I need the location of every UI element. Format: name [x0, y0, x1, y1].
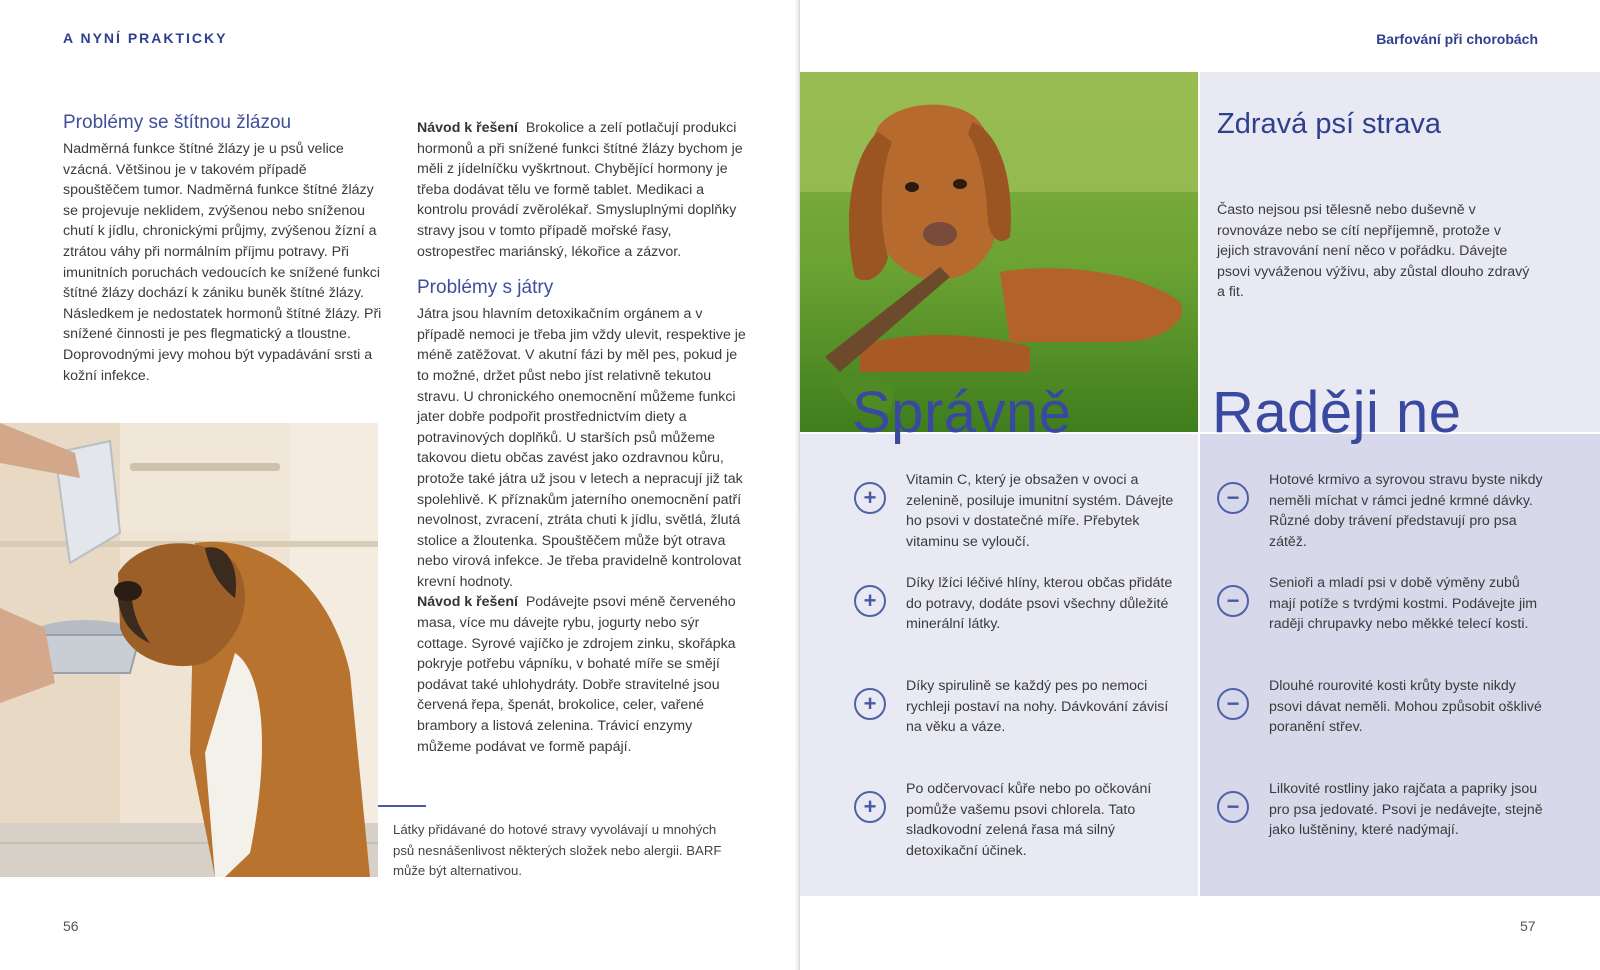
do-heading: Správně — [852, 380, 1072, 445]
liver-solution-label: Návod k řešení — [417, 594, 518, 611]
do-item-text: Díky spirulině se každý pes po nemoci rychleji postaví na nohy. Dávkování závisí na věku a váze. — [906, 678, 1169, 736]
photo-caption: Látky přidávané do hotové stravy vyvolávají u mnohých psů nesnášenlivost některých složek nebo alergii. BARF může být alternativou. — [393, 822, 722, 878]
plus-circle-icon: + — [854, 688, 886, 720]
dont-item-text: Hotové krmivo a syrovou stravu byste nikdy neměli míchat v rámci jedné krmné dávky. Různé doby trávení představují pro psa zátěž. — [1269, 472, 1543, 550]
plus-circle-icon: + — [854, 482, 886, 514]
left-page — [0, 0, 798, 970]
liver-solution-text: Podávejte psovi méně červeného masa, více mu dávejte rybu, jogurty nebo sýr cottage. Syrové vajíčko je zdrojem zinku, skořápka pokryje potřebu vápníku, v bohaté míře se smějí podávat také uhlohydráty. Dobře stravitelné jsou červená řepa, špenát, brokolice, celer, vařené brambory a listová zelenina. Trávicí enzymy můžeme podávat ve formě papájí. — [417, 594, 736, 755]
puppy-photo — [800, 72, 1198, 432]
puppy-illustration — [800, 72, 1198, 432]
plus-circle-icon: + — [854, 791, 886, 823]
page-number-left: 56 — [63, 918, 79, 934]
dont-item-text: Senioři a mladí psi v době výměny zubů mají potíže s tvrdými kostmi. Podávejte jim raději chrupavky nebo měkké telecí kosti. — [1269, 575, 1538, 633]
dont-item — [1217, 470, 1549, 552]
dont-item-text: Dlouhé rourovité kosti krůty byste nikdy psovi dávat neměli. Mohou způsobit ošklivé poranění střev. — [1269, 678, 1542, 736]
do-item — [854, 779, 1186, 861]
minus-circle-icon: − — [1217, 791, 1249, 823]
dont-item-text: Lilkovité rostliny jako rajčata a papriky jsou pro psa jedovaté. Psovi je nedávejte, stejně jako luštěniny, které nadýmají. — [1269, 781, 1543, 839]
minus-circle-icon: − — [1217, 585, 1249, 617]
thyroid-body: Nadměrná funkce štítné žlázy je u psů velice vzácná. Většinou je v takovém případě spouštěčem tumor. Nadměrná funkce štítné žlázy se projevuje neklidem, zvýšenou nebo sníženou chutí k jídlu, chronickými průjmy, zvýšenou žízní a ztrátou váhy při normálním příjmu potravy. Při imunitních poruchách vedoucích ke snížené funkci štítné žlázy dochází k zániku buněk štítné žlázy. Následkem je nedostatek hormonů štítné žlázy. Při snížené činnosti je pes flegmatický a tloustne. Doprovodnými jevy mohou být vypadávání srsti a kožní infekce. — [63, 141, 382, 384]
do-item — [854, 676, 1186, 738]
boxer-dog-photo — [0, 423, 378, 877]
do-item — [854, 573, 1186, 635]
page-number-right: 57 — [1520, 918, 1536, 934]
thyroid-solution — [417, 118, 747, 262]
running-head-left: A NYNÍ PRAKTICKY — [63, 30, 228, 46]
liver-body: Játra jsou hlavním detoxikačním orgánem a v případě nemoci je třeba jim vždy ulevit, respektive je méně zatěžovat. V akutní fázi by měl pes, pokud je to možné, držet půst nebo jíst relativně tekutou stravu. U chronického onemocnění můžeme funkci jater dobře podpořit prostřednictvím diety a potravinových doplňků. U starších psů můžeme takovou dietu občas zavést jako ozdravnou kůru, protože také játra už jsou v letech a nepracují již tak spolehlivě. K příznakům jaterního onemocnění patří nevolnost, zvracení, ztráta chuti k jídlu, světlá, žlutá stolice a žloutenka. Spouštěčem může být otrava nebo virová infekce. Je třeba pravidelně kontrolovat krevní hodnoty. — [417, 306, 746, 590]
dont-item — [1217, 573, 1549, 635]
do-item-text: Vitamin C, který je obsažen v ovoci a zelenině, posiluje imunitní systém. Dávejte ho psovi v dostatečné míře. Přebytek vitaminu se vyloučí. — [906, 472, 1174, 550]
dont-heading: Raději ne — [1212, 380, 1462, 445]
boxer-dog-illustration — [0, 423, 378, 877]
second-column — [417, 118, 747, 757]
thyroid-heading: Problémy se štítnou žlázou — [63, 112, 292, 133]
thyroid-solution-label: Návod k řešení — [417, 120, 518, 136]
minus-circle-icon: − — [1217, 482, 1249, 514]
dont-item — [1217, 779, 1549, 841]
do-item-text: Po odčervovací kůře nebo po očkování pomůže vašemu psovi chlorela. Tato sladkovodní zelená řasa má silný detoxikační účinek. — [906, 781, 1152, 859]
minus-circle-icon: − — [1217, 688, 1249, 720]
dont-item — [1217, 676, 1549, 738]
right-page-intro: Často nejsou psi tělesně nebo duševně v rovnováze nebo se cítí nepříjemně, protože v jejich stravování není něco v pořádku. Dávejte psovi vyváženou výživu, aby zůstal dlouho zdravý a fit. — [1217, 202, 1530, 301]
thyroid-column — [63, 111, 385, 386]
plus-circle-icon: + — [854, 585, 886, 617]
liver-heading: Problémy s játry — [417, 277, 554, 299]
do-item — [854, 470, 1186, 552]
thyroid-solution-text: Brokolice a zelí potlačují produkci hormonů a při snížené funkci štítné žlázy bychom je měli z jídelníčku vyškrtnout. Chybějící hormony je třeba dodávat tělu ve formě tablet. Medikaci a kontrolu provádí zvěrolékař. Smysluplnými doplňky stravy jsou v tomto případě mořské řasy, ostropestřec mariánský, lékořice a zázvor. — [417, 120, 743, 260]
caption-rule — [378, 805, 426, 807]
liver-solution — [417, 592, 747, 757]
do-item-text: Díky lžíci léčivé hlíny, kterou občas přidáte do potravy, dodáte psovi všechny důležité minerální látky. — [906, 575, 1173, 633]
running-head-right: Barfování při chorobách — [1376, 31, 1538, 47]
right-page-title: Zdravá psí strava — [1217, 108, 1442, 140]
